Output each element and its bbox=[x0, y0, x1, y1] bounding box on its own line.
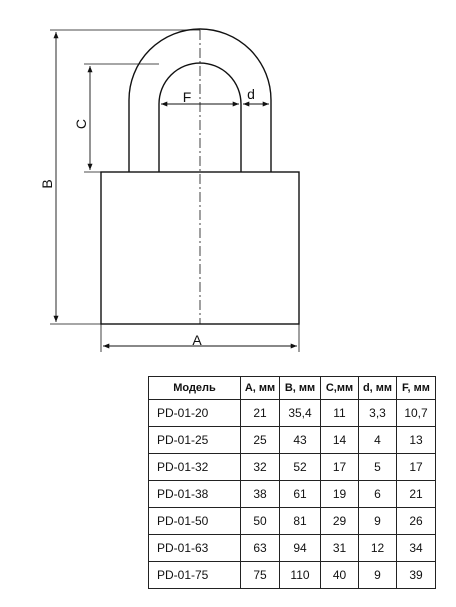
dimension-f-label: F bbox=[182, 89, 192, 105]
cell-c: 19 bbox=[321, 481, 359, 508]
cell-f: 34 bbox=[397, 535, 436, 562]
cell-b: 94 bbox=[280, 535, 321, 562]
cell-c: 29 bbox=[321, 508, 359, 535]
header-d: d, мм bbox=[359, 377, 397, 400]
cell-model: PD-01-63 bbox=[149, 535, 241, 562]
cell-d: 9 bbox=[359, 508, 397, 535]
cell-d: 6 bbox=[359, 481, 397, 508]
table-row bbox=[149, 562, 436, 589]
header-a: A, мм bbox=[241, 377, 280, 400]
cell-b: 61 bbox=[280, 481, 321, 508]
table-row bbox=[149, 454, 436, 481]
cell-a: 63 bbox=[241, 535, 280, 562]
header-c: C,мм bbox=[321, 377, 359, 400]
header-model: Модель bbox=[149, 377, 241, 400]
table-row bbox=[149, 427, 436, 454]
dimension-c-label: C bbox=[73, 118, 89, 130]
cell-model: PD-01-38 bbox=[149, 481, 241, 508]
cell-b: 52 bbox=[280, 454, 321, 481]
cell-c: 11 bbox=[321, 400, 359, 427]
cell-f: 39 bbox=[397, 562, 436, 589]
cell-a: 21 bbox=[241, 400, 280, 427]
table-row bbox=[149, 481, 436, 508]
cell-b: 43 bbox=[280, 427, 321, 454]
dimension-d-label: d bbox=[247, 86, 255, 102]
cell-c: 40 bbox=[321, 562, 359, 589]
cell-d: 3,3 bbox=[359, 400, 397, 427]
cell-model: PD-01-25 bbox=[149, 427, 241, 454]
cell-b: 110 bbox=[280, 562, 321, 589]
header-f: F, мм bbox=[397, 377, 436, 400]
header-b: B, мм bbox=[280, 377, 321, 400]
table-header-row bbox=[149, 377, 436, 400]
cell-model: PD-01-32 bbox=[149, 454, 241, 481]
specifications-table bbox=[148, 376, 436, 589]
cell-f: 26 bbox=[397, 508, 436, 535]
cell-a: 50 bbox=[241, 508, 280, 535]
cell-c: 31 bbox=[321, 535, 359, 562]
cell-d: 12 bbox=[359, 535, 397, 562]
cell-b: 35,4 bbox=[280, 400, 321, 427]
cell-f: 21 bbox=[397, 481, 436, 508]
dimension-b-label: B bbox=[39, 179, 55, 189]
cell-b: 81 bbox=[280, 508, 321, 535]
cell-c: 17 bbox=[321, 454, 359, 481]
table-row bbox=[149, 508, 436, 535]
dimension-a-label: A bbox=[192, 332, 202, 348]
cell-a: 32 bbox=[241, 454, 280, 481]
cell-c: 14 bbox=[321, 427, 359, 454]
cell-f: 10,7 bbox=[397, 400, 436, 427]
cell-d: 5 bbox=[359, 454, 397, 481]
cell-model: PD-01-20 bbox=[149, 400, 241, 427]
cell-model: PD-01-50 bbox=[149, 508, 241, 535]
cell-a: 25 bbox=[241, 427, 280, 454]
table-row bbox=[149, 535, 436, 562]
cell-f: 17 bbox=[397, 454, 436, 481]
cell-d: 4 bbox=[359, 427, 397, 454]
cell-a: 75 bbox=[241, 562, 280, 589]
cell-f: 13 bbox=[397, 427, 436, 454]
table-row bbox=[149, 400, 436, 427]
cell-a: 38 bbox=[241, 481, 280, 508]
cell-d: 9 bbox=[359, 562, 397, 589]
cell-model: PD-01-75 bbox=[149, 562, 241, 589]
